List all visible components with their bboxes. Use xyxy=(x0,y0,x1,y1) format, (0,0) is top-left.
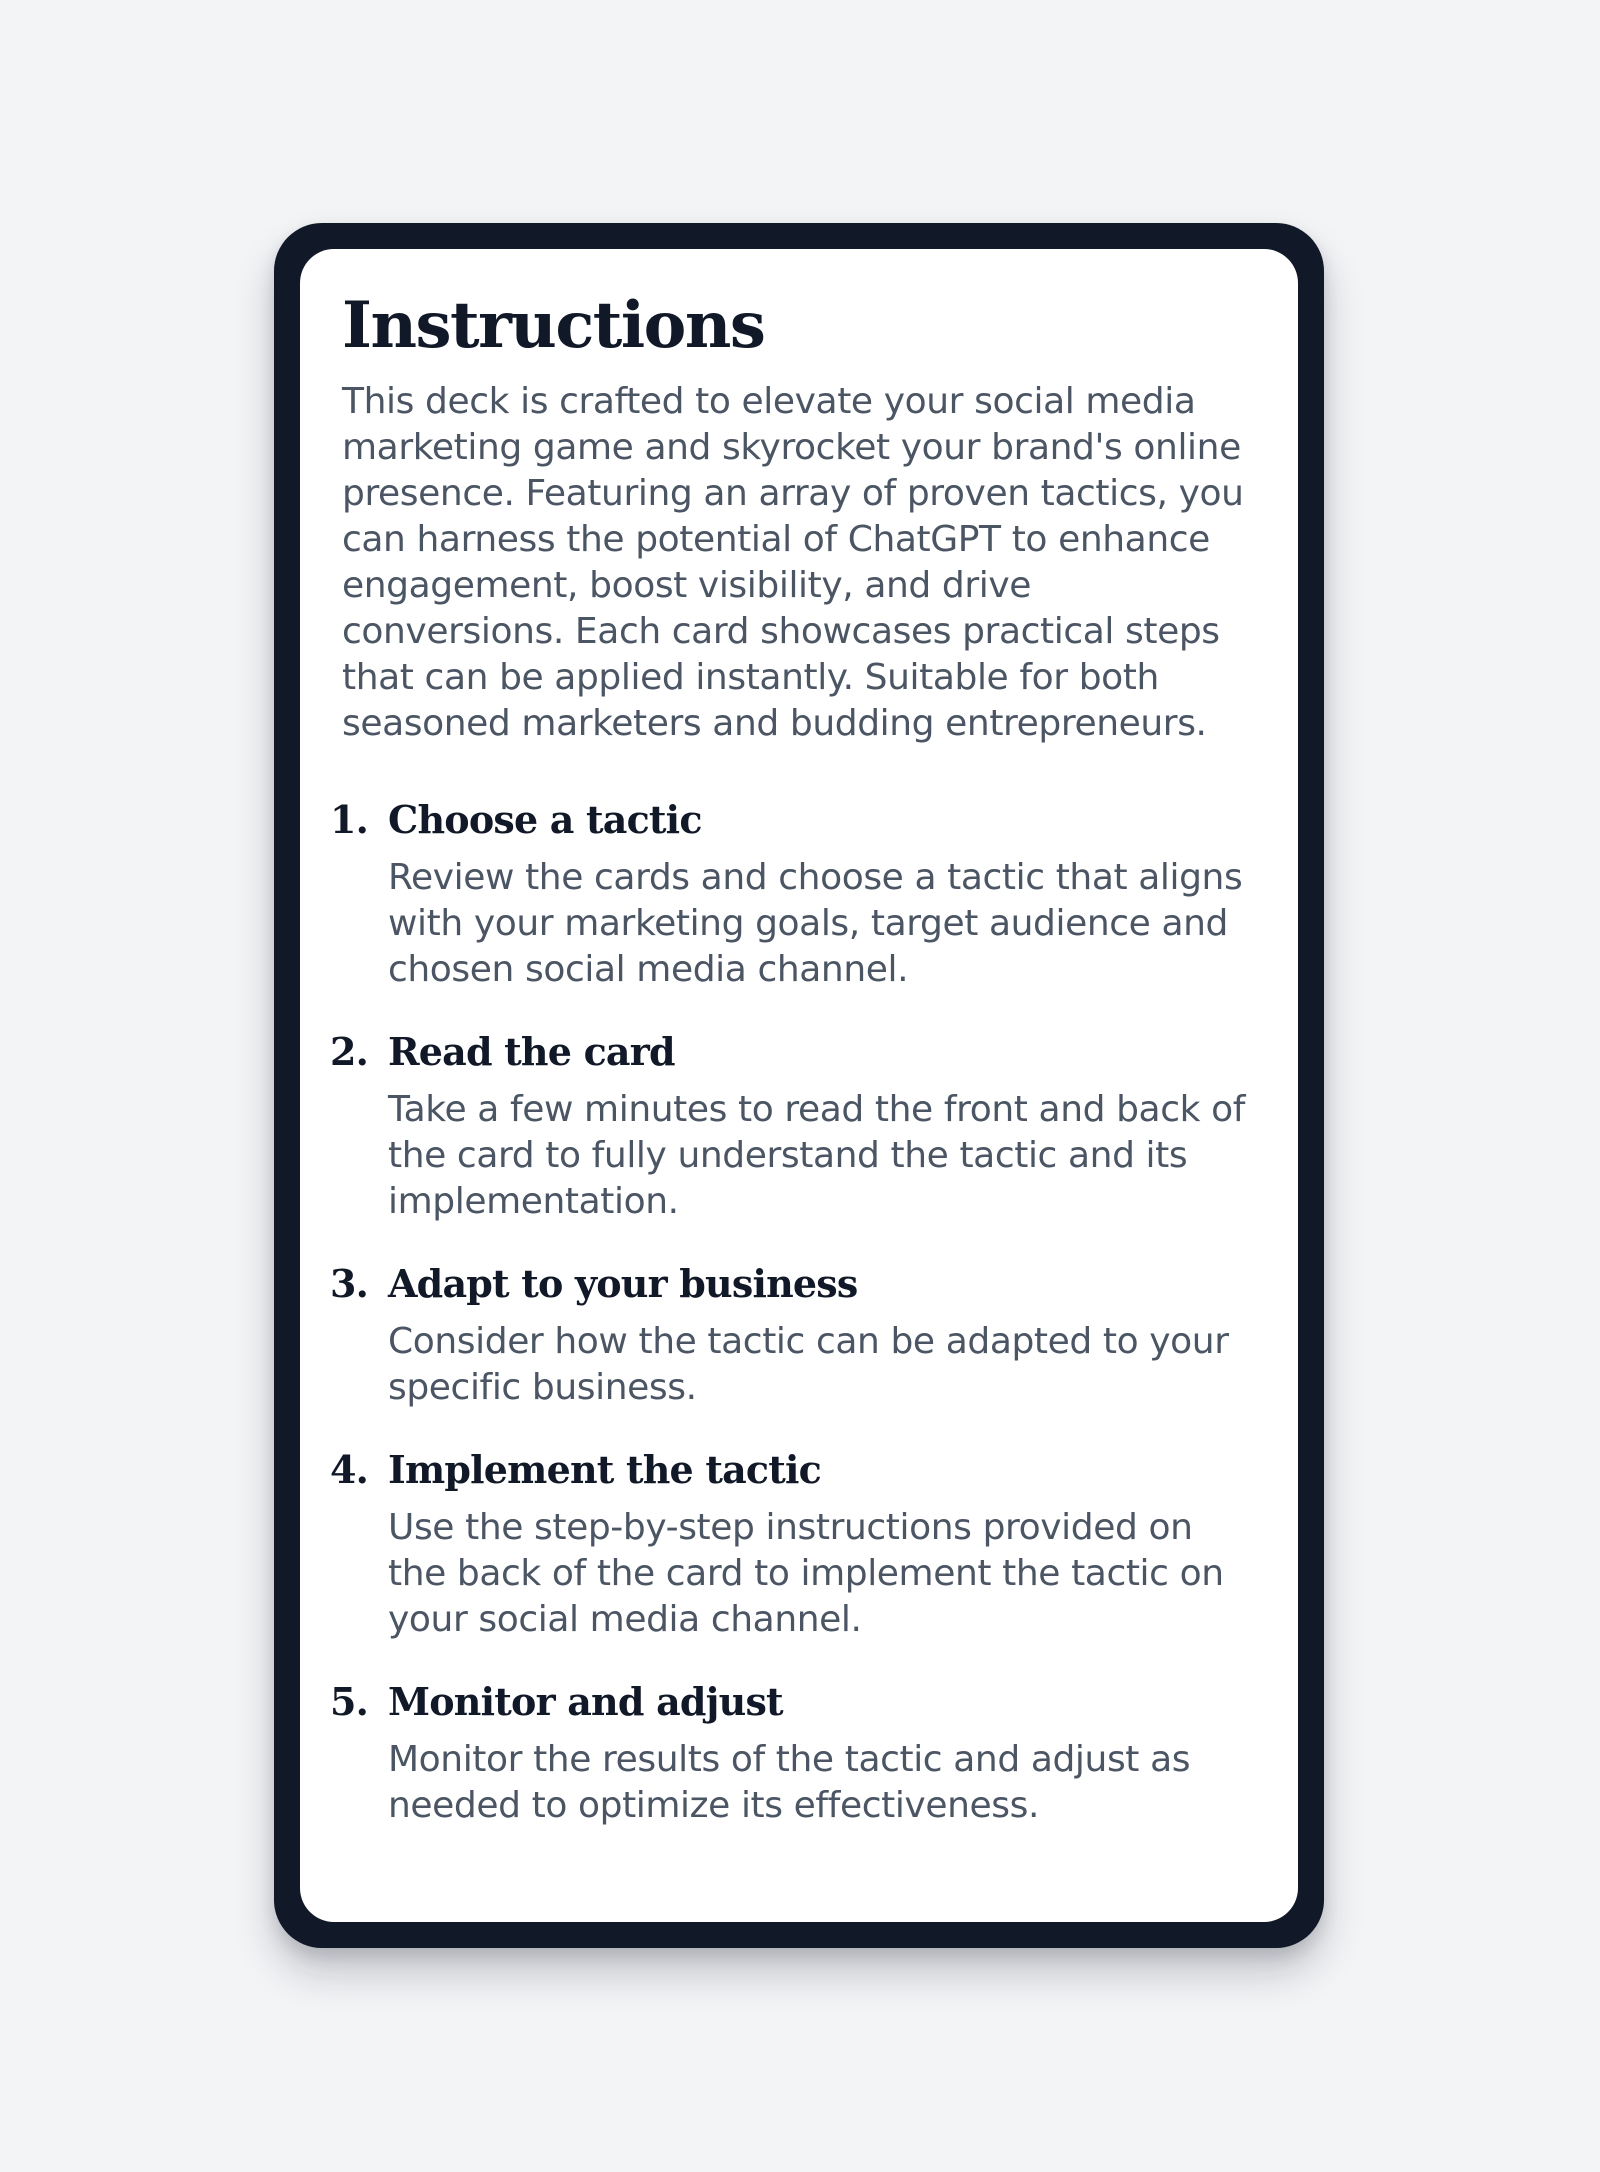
step-title: Implement the tactic xyxy=(388,1447,821,1492)
step-number: 3. xyxy=(330,1261,369,1306)
step-number: 1. xyxy=(330,797,369,842)
step-item xyxy=(330,1027,1252,1225)
step-description: Use the step-by-step instructions provided on the back of the card to implement the tactic on your social media channel. xyxy=(388,1507,1224,1640)
step-title: Adapt to your business xyxy=(388,1261,858,1306)
step-item xyxy=(330,1259,1252,1411)
step-item xyxy=(330,1677,1252,1829)
step-description: Monitor the results of the tactic and adjust as needed to optimize its effectiveness. xyxy=(388,1739,1191,1826)
step-title: Monitor and adjust xyxy=(388,1679,783,1724)
step-item xyxy=(330,795,1252,993)
steps-list xyxy=(330,795,1252,1829)
step-description: Consider how the tactic can be adapted to your specific business. xyxy=(388,1321,1229,1408)
step-number: 2. xyxy=(330,1029,369,1074)
step-description: Review the cards and choose a tactic that aligns with your marketing goals, target audience and chosen social media channel. xyxy=(388,857,1243,990)
step-number: 4. xyxy=(330,1447,369,1492)
step-description: Take a few minutes to read the front and back of the card to fully understand the tactic and its implementation. xyxy=(388,1089,1245,1222)
step-number: 5. xyxy=(330,1679,369,1724)
instruction-card xyxy=(274,223,1324,1948)
card-title: Instructions xyxy=(342,288,765,363)
card-intro: This deck is crafted to elevate your social media marketing game and skyrocket your brand's online presence. Featuring an array of proven tactics, you can harness the potential of ChatGPT to enhance engagement, boost visibility, and drive conversions. Each card showcases practical steps that can be applied instantly. Suitable for both seasoned marketers and budding entrepreneurs. xyxy=(342,381,1244,744)
step-title: Read the card xyxy=(388,1029,675,1074)
card-content xyxy=(300,249,1298,1922)
step-item xyxy=(330,1445,1252,1643)
step-title: Choose a tactic xyxy=(388,797,702,842)
